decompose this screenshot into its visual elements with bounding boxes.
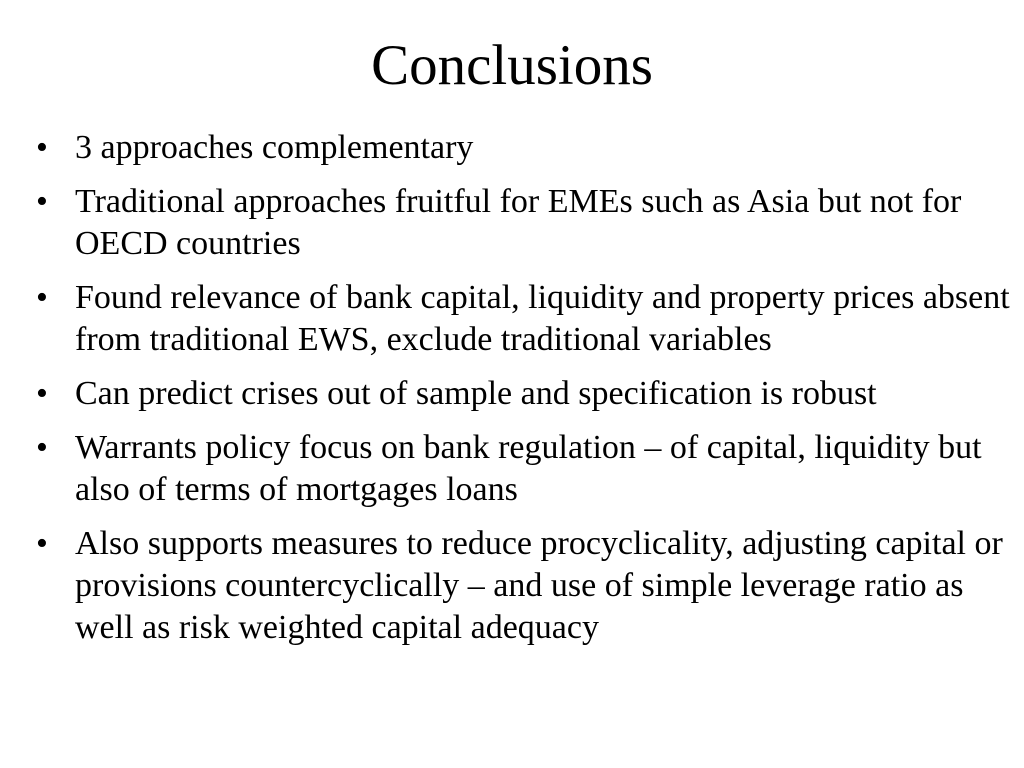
bullet-item [30, 127, 1020, 169]
bullet-text: Found relevance of bank capital, liquidity and property prices absent from traditional EWS, exclude traditional variables [75, 279, 1010, 358]
bullet-icon: • [36, 129, 48, 166]
bullet-list [30, 127, 1020, 661]
bullet-text: 3 approaches complementary [75, 129, 474, 166]
bullet-icon: • [36, 279, 48, 316]
bullet-item [30, 181, 1020, 265]
bullet-icon: • [36, 429, 48, 466]
bullet-item [30, 277, 1020, 361]
bullet-text: Traditional approaches fruitful for EMEs such as Asia but not for OECD countries [75, 183, 962, 262]
bullet-icon: • [36, 375, 48, 412]
bullet-text: Warrants policy focus on bank regulation – of capital, liquidity but also of terms of mortgages loans [75, 429, 982, 508]
slide-title: Conclusions [371, 34, 653, 97]
bullet-item [30, 427, 1020, 511]
bullet-icon: • [36, 183, 48, 220]
bullet-item [30, 523, 1020, 649]
bullet-item [30, 373, 1020, 415]
bullet-text: Can predict crises out of sample and specification is robust [75, 375, 877, 412]
bullet-icon: • [36, 525, 48, 562]
bullet-text: Also supports measures to reduce procyclicality, adjusting capital or provisions countercyclically – and use of simple leverage ratio as well as risk weighted capital adequacy [75, 525, 1003, 646]
